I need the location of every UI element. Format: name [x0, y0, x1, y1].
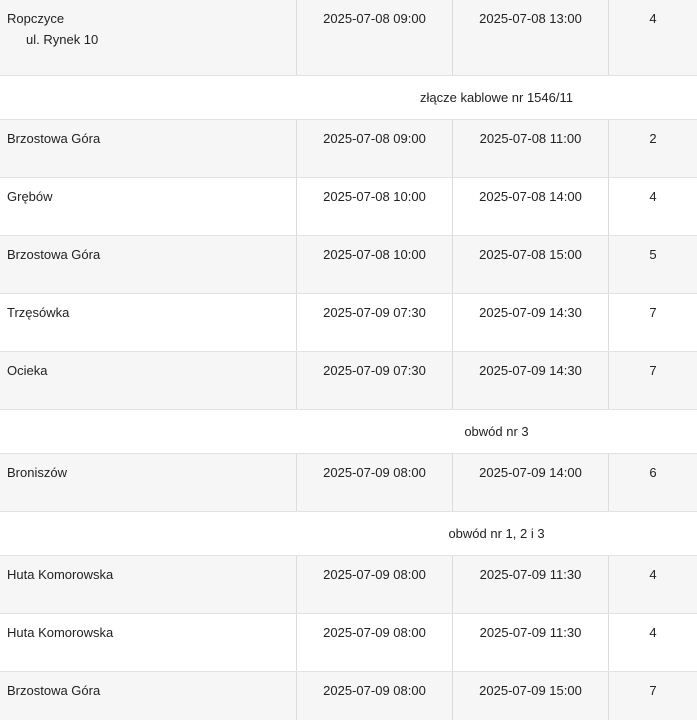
count-cell: 7: [608, 352, 697, 409]
location-cell: Brzostowa Góra: [7, 683, 101, 698]
count-cell: 4: [608, 0, 697, 75]
end-time-cell: 2025-07-09 11:30: [452, 556, 608, 613]
start-time-cell: 2025-07-08 10:00: [296, 178, 452, 235]
location-cell: Huta Komorowska: [7, 625, 114, 640]
note-text: obwód nr 1, 2 i 3: [448, 526, 545, 541]
table-row: [0, 294, 697, 352]
table-row: [0, 556, 697, 614]
table-row: [0, 454, 697, 512]
note-row: [0, 76, 697, 120]
street-address: ul. Rynek 10: [26, 32, 99, 47]
end-time-cell: 2025-07-08 15:00: [452, 236, 608, 293]
count-cell: 4: [608, 556, 697, 613]
table-row: [0, 178, 697, 236]
table-row: [0, 352, 697, 410]
end-time-cell: 2025-07-08 13:00: [452, 0, 608, 75]
note-text: złącze kablowe nr 1546/11: [420, 90, 573, 105]
location-cell: Brzostowa Góra: [7, 247, 101, 262]
table-row: [0, 614, 697, 672]
start-time-cell: 2025-07-09 08:00: [296, 454, 452, 511]
end-time-cell: 2025-07-09 14:30: [452, 294, 608, 351]
location-cell: Huta Komorowska: [7, 567, 114, 582]
start-time-cell: 2025-07-09 07:30: [296, 352, 452, 409]
start-time-cell: 2025-07-09 08:00: [296, 672, 452, 720]
table-row: [0, 236, 697, 294]
location-cell: Broniszów: [7, 465, 67, 480]
note-row: [0, 410, 697, 454]
end-time-cell: 2025-07-08 14:00: [452, 178, 608, 235]
count-cell: 5: [608, 236, 697, 293]
location-cell: [0, 0, 296, 75]
count-cell: 6: [608, 454, 697, 511]
count-cell: 7: [608, 294, 697, 351]
note-text: obwód nr 3: [464, 424, 529, 439]
location-cell: Ocieka: [7, 363, 48, 378]
end-time-cell: 2025-07-09 15:00: [452, 672, 608, 720]
location-cell: Brzostowa Góra: [7, 131, 101, 146]
note-row: [0, 512, 697, 556]
location-cell: Grębów: [7, 189, 53, 204]
count-cell: 4: [608, 614, 697, 671]
start-time-cell: 2025-07-09 08:00: [296, 614, 452, 671]
end-time-cell: 2025-07-09 14:30: [452, 352, 608, 409]
table-row: [0, 672, 697, 720]
table-row: [0, 120, 697, 178]
end-time-cell: 2025-07-09 11:30: [452, 614, 608, 671]
start-time-cell: 2025-07-09 07:30: [296, 294, 452, 351]
count-cell: 4: [608, 178, 697, 235]
start-time-cell: 2025-07-08 10:00: [296, 236, 452, 293]
location-name: Ropczyce: [7, 11, 65, 26]
end-time-cell: 2025-07-09 14:00: [452, 454, 608, 511]
end-time-cell: 2025-07-08 11:00: [452, 120, 608, 177]
count-cell: 7: [608, 672, 697, 720]
start-time-cell: 2025-07-08 09:00: [296, 120, 452, 177]
location-cell: Trzęsówka: [7, 305, 70, 320]
table-row: [0, 0, 697, 76]
count-cell: 2: [608, 120, 697, 177]
start-time-cell: 2025-07-09 08:00: [296, 556, 452, 613]
start-time-cell: 2025-07-08 09:00: [296, 0, 452, 75]
